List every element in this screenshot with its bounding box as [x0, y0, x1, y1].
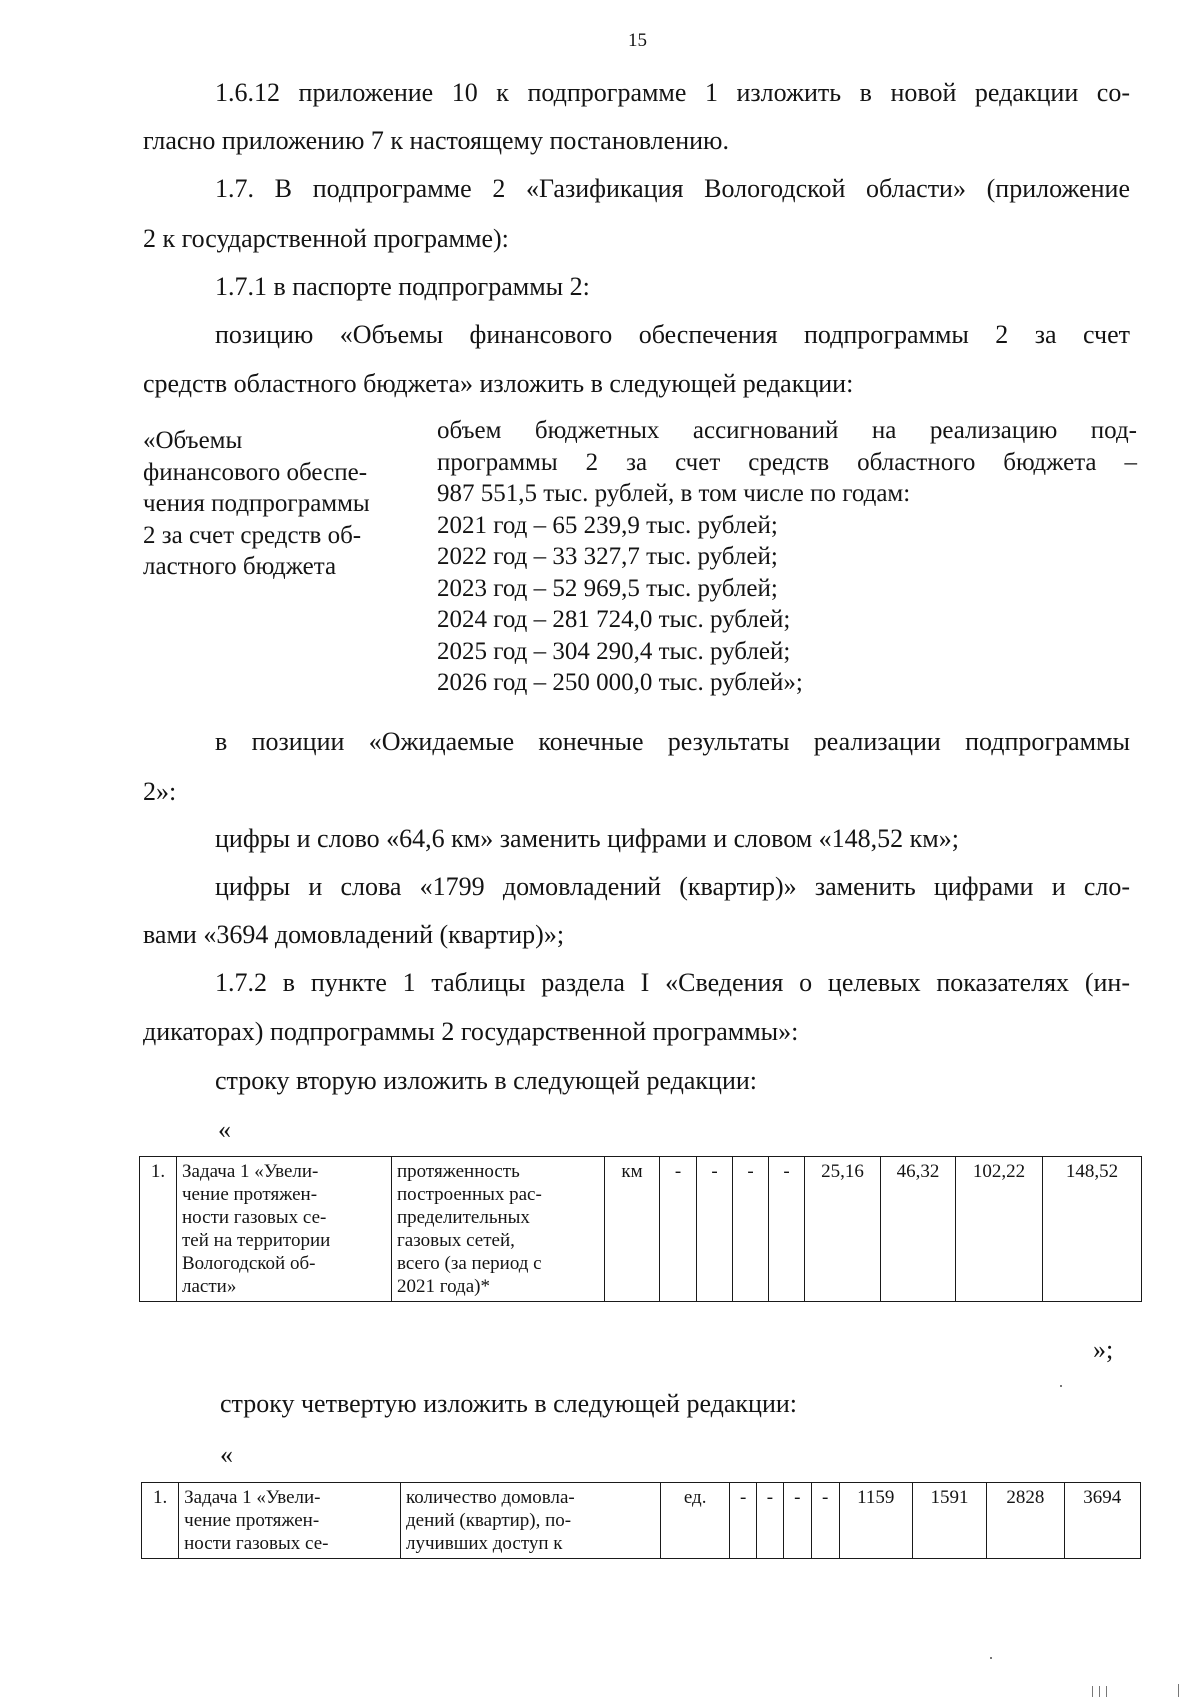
- value-dash-cell: -: [757, 1483, 784, 1559]
- indicator-line: пределительных: [397, 1207, 530, 1228]
- task-line: ности газовых се-: [184, 1533, 329, 1554]
- paragraph-1-7-cont: 2 к государственной программе):: [143, 224, 509, 253]
- passport-year-2023: 2023 год – 52 969,5 тыс. рублей;: [437, 574, 778, 602]
- indicator-cell: [392, 1157, 605, 1302]
- value-dash-cell: -: [660, 1157, 697, 1302]
- task-cell: [179, 1483, 401, 1559]
- opening-quote-2: «: [220, 1440, 233, 1469]
- paragraph-expected-results-cont: 2»:: [143, 777, 177, 806]
- paragraph-1-7: 1.7. В подпрограмме 2 «Газификация Вологодской области» (приложение: [215, 174, 1130, 203]
- value-cell: 148,52: [1043, 1157, 1142, 1302]
- row-number: 1.: [142, 1483, 179, 1559]
- paragraph-households-replace: цифры и слова «1799 домовладений (квартир)» заменить цифрами и сло-: [215, 872, 1130, 901]
- indicator-line: протяженность: [397, 1161, 520, 1182]
- value-cell: 25,16: [805, 1157, 881, 1302]
- value-cell: 2828: [987, 1483, 1064, 1559]
- indicator-line: газовых сетей,: [397, 1230, 515, 1251]
- indicator-table-row-two: [139, 1156, 1142, 1302]
- paragraph-position: позицию «Объемы финансового обеспечения подпрограммы 2 за счет: [215, 320, 1130, 349]
- indicator-line: всего (за период с: [397, 1253, 542, 1274]
- task-line: ласти»: [182, 1276, 237, 1297]
- task-line: Вологодской об-: [182, 1253, 316, 1274]
- passport-year-2025: 2025 год – 304 290,4 тыс. рублей;: [437, 637, 791, 665]
- task-line: Задача 1 «Увели-: [182, 1161, 319, 1182]
- passport-label-line: 2 за счет средств об-: [143, 521, 362, 549]
- paragraph-1-7-1: 1.7.1 в паспорте подпрограммы 2:: [215, 272, 590, 301]
- closing-quote: »;: [1093, 1335, 1114, 1364]
- task-line: чение протяжен-: [182, 1184, 318, 1205]
- scan-speck: [1092, 1686, 1093, 1697]
- passport-value-line: программы 2 за счет средств областного бюджета –: [437, 448, 1137, 476]
- unit-cell: ед.: [661, 1483, 730, 1559]
- paragraph-1-6-12: 1.6.12 приложение 10 к подпрограмме 1 изложить в новой редакции со-: [215, 78, 1130, 107]
- value-dash-cell: -: [733, 1157, 769, 1302]
- paragraph-expected-results: в позиции «Ожидаемые конечные результаты реализации подпрограммы: [215, 727, 1130, 756]
- table-row: [142, 1483, 1141, 1559]
- scan-speck: [1060, 1385, 1062, 1387]
- value-cell: 3694: [1064, 1483, 1140, 1559]
- paragraph-km-replace: цифры и слово «64,6 км» заменить цифрами и словом «148,52 км»;: [215, 824, 959, 853]
- indicator-table-row-four: [141, 1482, 1141, 1559]
- value-dash-cell: -: [783, 1483, 811, 1559]
- value-dash-cell: -: [697, 1157, 733, 1302]
- passport-year-2021: 2021 год – 65 239,9 тыс. рублей;: [437, 511, 778, 539]
- value-cell: 46,32: [881, 1157, 956, 1302]
- paragraph-1-7-2-cont: дикаторах) подпрограммы 2 государственной программы»:: [143, 1017, 799, 1046]
- value-dash-cell: -: [769, 1157, 805, 1302]
- task-line: ности газовых се-: [182, 1207, 327, 1228]
- value-cell: 102,22: [956, 1157, 1043, 1302]
- page-number: 15: [628, 30, 647, 51]
- scan-speck: [1106, 1686, 1107, 1697]
- passport-label-line: ластного бюджета: [143, 553, 337, 580]
- indicator-line: 2021 года)*: [397, 1276, 490, 1297]
- scan-speck: [990, 1657, 992, 1659]
- indicator-line: количество домовла-: [406, 1487, 575, 1508]
- paragraph-row-four: строку четвертую изложить в следующей редакции:: [220, 1389, 798, 1418]
- passport-value: [437, 415, 1137, 699]
- paragraph-position-cont: средств областного бюджета» изложить в следующей редакции:: [143, 369, 854, 398]
- passport-value-line: 987 551,5 тыс. рублей, в том числе по годам:: [437, 480, 911, 507]
- scan-speck: [1178, 1684, 1179, 1697]
- task-line: Задача 1 «Увели-: [184, 1487, 321, 1508]
- paragraph-row-two: строку вторую изложить в следующей редакции:: [215, 1066, 758, 1095]
- task-line: чение протяжен-: [184, 1510, 320, 1531]
- indicator-line: построенных рас-: [397, 1184, 542, 1205]
- scan-speck: [1099, 1686, 1100, 1697]
- value-cell: 1591: [912, 1483, 986, 1559]
- paragraph-1-7-2: 1.7.2 в пункте 1 таблицы раздела I «Сведения о целевых показателях (ин-: [215, 968, 1130, 997]
- value-dash-cell: -: [811, 1483, 839, 1559]
- passport-label: [143, 425, 413, 583]
- task-cell: [177, 1157, 392, 1302]
- passport-label-line: чения подпрограммы: [143, 490, 370, 517]
- passport-label-line: «Объемы: [143, 427, 243, 454]
- unit-cell: км: [605, 1157, 660, 1302]
- passport-year-2026: 2026 год – 250 000,0 тыс. рублей»;: [437, 669, 803, 696]
- value-dash-cell: -: [730, 1483, 757, 1559]
- passport-year-2022: 2022 год – 33 327,7 тыс. рублей;: [437, 543, 778, 570]
- passport-year-2024: 2024 год – 281 724,0 тыс. рублей;: [437, 606, 791, 633]
- indicator-line: лучивших доступ к: [406, 1533, 563, 1554]
- passport-label-line: финансового обеспе-: [143, 458, 368, 486]
- value-cell: 1159: [839, 1483, 912, 1559]
- indicator-cell: [401, 1483, 661, 1559]
- paragraph-households-replace-cont: вами «3694 домовладений (квартир)»;: [143, 920, 565, 949]
- row-number: 1.: [140, 1157, 177, 1302]
- passport-value-line: объем бюджетных ассигнований на реализацию под-: [437, 417, 1137, 444]
- indicator-line: дений (квартир), по-: [406, 1510, 572, 1531]
- opening-quote: «: [218, 1115, 231, 1144]
- table-row: [140, 1157, 1142, 1302]
- paragraph-1-6-12-cont: гласно приложению 7 к настоящему постановлению.: [143, 126, 729, 155]
- task-line: тей на территории: [182, 1230, 331, 1251]
